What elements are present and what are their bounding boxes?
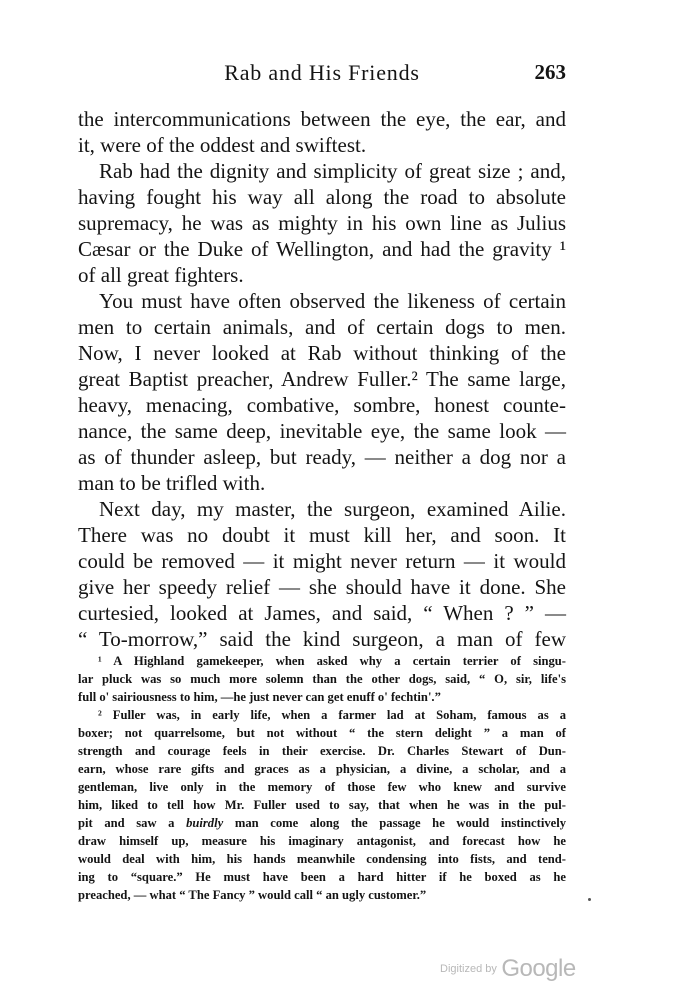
body-line: of all great fighters. <box>78 263 244 287</box>
paper-speck <box>588 898 591 901</box>
page-number: 263 <box>534 60 566 84</box>
body-line: as of thunder asleep, but ready, — neither a dog nor a <box>78 445 566 469</box>
digitized-by-label: Digitized by <box>440 963 497 975</box>
footnote-line: strength and courage feels in their exercise. Dr. Charles Stewart of Dun- <box>78 744 566 758</box>
footnote-line: boxer; not quarrelsome, but not without “ the stern delight ” a man of <box>78 726 566 740</box>
body-line: the intercommunications between the eye, the ear, and <box>78 107 566 131</box>
body-line: You must have often observed the likeness of certain <box>99 289 566 313</box>
footnote-line: him, liked to tell how Mr. Fuller used to say, that when he was in the pul- <box>78 798 566 812</box>
page-header <box>78 56 566 92</box>
body-line: give her speedy relief — she should have it done. She <box>78 575 566 599</box>
body-line: There was no doubt it must kill her, and soon. It <box>78 523 566 547</box>
footnote-line: draw himself up, measure his imaginary antagonist, and forecast how he <box>78 834 566 848</box>
footnote-line: ² Fuller was, in early life, when a farmer lad at Soham, famous as a <box>98 708 566 722</box>
footnote-line: earn, whose rare gifts and graces as a physician, a divine, a scholar, and a <box>78 762 566 776</box>
footnote-line: ¹ A Highland gamekeeper, when asked why a certain terrier of singu- <box>98 654 566 668</box>
body-line: curtesied, looked at James, and said, “ When ? ” — <box>78 601 566 625</box>
body-line: Now, I never looked at Rab without thinking of the <box>78 341 566 365</box>
body-line: men to certain animals, and of certain dogs to men. <box>78 315 566 339</box>
google-logo: Google <box>501 955 576 982</box>
body-line: Next day, my master, the surgeon, examined Ailie. <box>99 497 566 521</box>
footnote-line: gentleman, live only in the memory of those few who knew and survive <box>78 780 566 794</box>
footnote-text-segment: man come along the passage he would instinctively <box>223 816 566 830</box>
footnote-line: ing to “square.” He must have been a hard hitter if he boxed as he <box>78 870 566 884</box>
running-head: Rab and His Friends <box>224 60 420 85</box>
body-line: Rab had the dignity and simplicity of great size ; and, <box>99 159 566 183</box>
body-line: Cæsar or the Duke of Wellington, and had the gravity ¹ <box>78 237 566 261</box>
footnote-line: lar pluck was so much more solemn than the other dogs, said, “ O, sir, life's <box>78 672 566 686</box>
footnotes <box>78 652 566 904</box>
body-line: could be removed — it might never return — it would <box>78 549 566 573</box>
footnote-line <box>78 814 566 832</box>
body-line: it, were of the oddest and swiftest. <box>78 133 367 157</box>
footnote-line: would deal with him, his hands meanwhile condensing into fists, and tend- <box>78 852 566 866</box>
body-line: man to be trifled with. <box>78 471 266 495</box>
body-text <box>78 106 566 652</box>
footnote-italic-word: buirdly <box>186 816 224 830</box>
body-line: heavy, menacing, combative, sombre, honest counte- <box>78 393 566 417</box>
footnote-line: full o' sairiousness to him, —he just never can get enuff o' fechtin'.” <box>78 690 441 704</box>
footnote-text-segment: pit and saw a <box>78 816 187 830</box>
body-line: nance, the same deep, inevitable eye, the same look — <box>78 419 566 443</box>
body-line: great Baptist preacher, Andrew Fuller.² The same large, <box>78 367 566 391</box>
body-line: “ To-morrow,” said the kind surgeon, a man of few <box>78 627 566 651</box>
footnote-line: preached, — what “ The Fancy ” would call “ an ugly customer.” <box>78 888 427 902</box>
body-line: having fought his way all along the road to absolute <box>78 185 566 209</box>
digitized-by-watermark <box>440 955 576 983</box>
body-line: supremacy, he was as mighty in his own line as Julius <box>78 211 566 235</box>
